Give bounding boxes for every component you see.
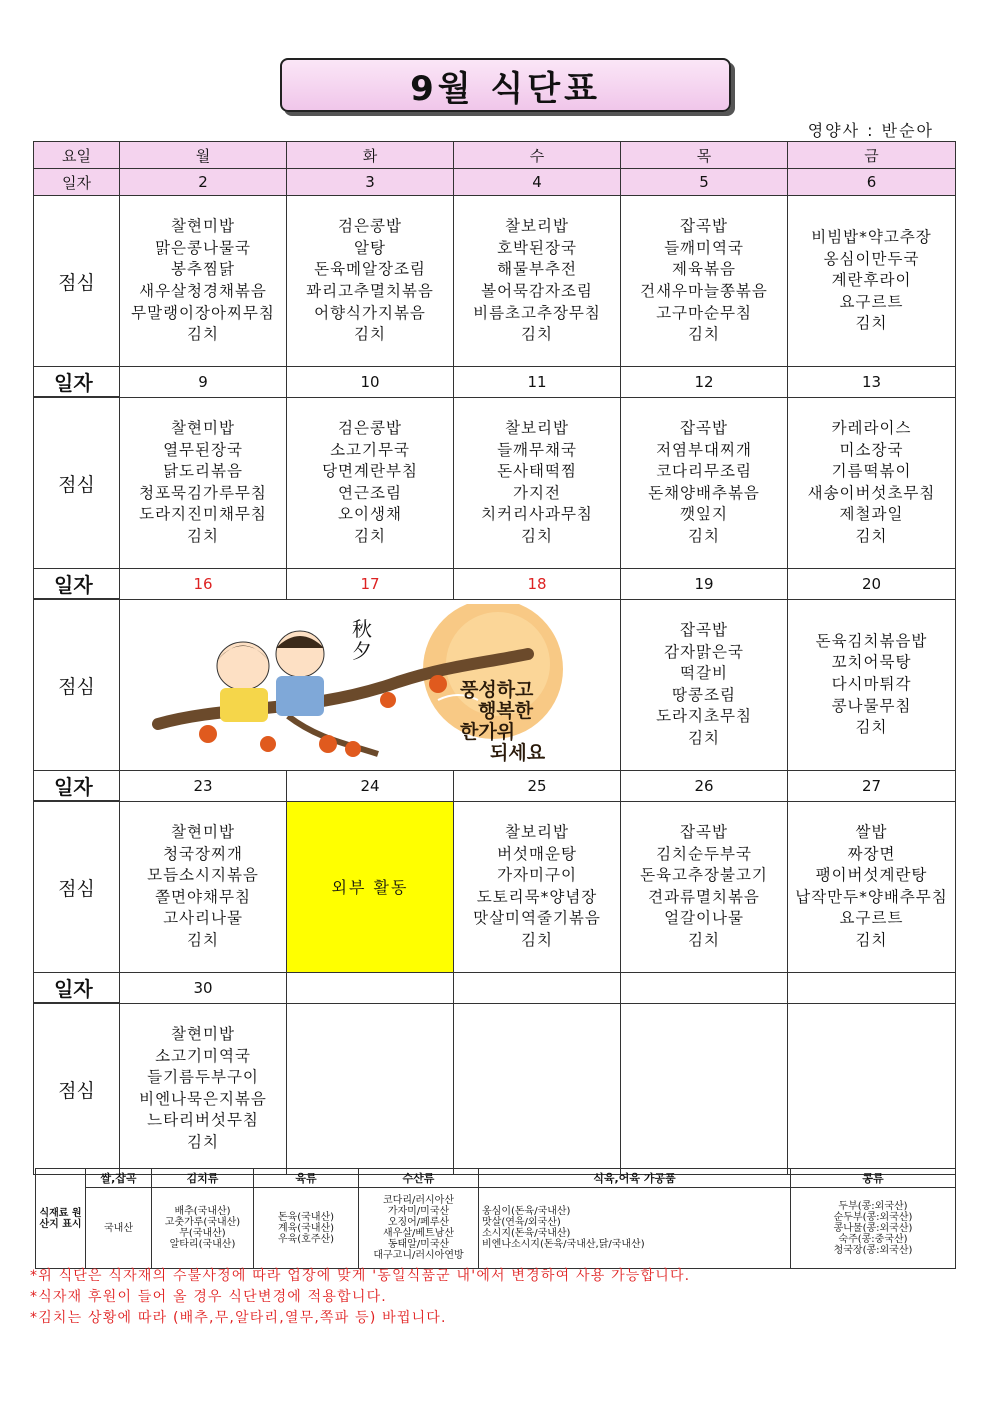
menu-item: 청포묵김가루무침 <box>139 483 267 502</box>
menu-item: 감자맑은국 <box>664 642 744 661</box>
menu-item: 해물부추전 <box>497 260 577 279</box>
origin-item: 대구고니/러시아연방 <box>373 1250 464 1261</box>
persimmon-shape <box>345 741 361 757</box>
menu-item: 볼어묵감자조림 <box>481 282 593 300</box>
menu-item: 김치순두부국 <box>656 844 752 863</box>
origin-cell <box>359 1188 479 1269</box>
menu-cell <box>454 1003 621 1175</box>
persimmon-shape <box>380 692 396 708</box>
menu-item: 김치 <box>855 718 888 737</box>
menu-item: 얼갈이나물 <box>664 909 744 928</box>
menu-item: 도라지초무침 <box>656 707 752 726</box>
menu-item: 도라지진미채무침 <box>139 505 267 524</box>
date-cell <box>621 973 788 1004</box>
persimmon-shape <box>319 735 337 753</box>
date-cell: 2 <box>120 169 287 196</box>
menu-item: 다시마튀각 <box>831 674 912 693</box>
menu-item: 김치 <box>187 325 219 344</box>
date-label: 일자 <box>34 973 120 1004</box>
menu-item: 김치 <box>855 314 888 333</box>
menu-item: 팽이버섯계란탕 <box>815 866 928 885</box>
origin-item: 고춧가루(국내산) <box>164 1217 241 1228</box>
menu-cell <box>788 599 956 771</box>
menu-item: 모듬소시지볶음 <box>147 866 259 885</box>
menu-item: 검은콩밥 <box>338 418 402 437</box>
menu-item: 잡곡밥 <box>680 217 728 236</box>
menu-item: 당면계란부침 <box>322 462 418 481</box>
menu-item: 요구르트 <box>839 292 904 311</box>
date-cell: 25 <box>454 771 621 802</box>
menu-item: 김치 <box>855 930 888 949</box>
page-title: 9월 식단표 <box>280 58 731 112</box>
origin-header: 식육,어육 가공품 <box>479 1169 791 1188</box>
menu-item: 코다리무조림 <box>656 462 752 481</box>
note-line: *김치는 상황에 따라 (배추,무,알타리,열무,쪽파 등) 바뀝니다. <box>30 1310 447 1326</box>
girl-face <box>217 642 269 690</box>
greeting-line: 풍성하고 <box>460 678 534 701</box>
date-cell: 6 <box>788 169 956 196</box>
menu-item: 떡갈비 <box>680 664 728 683</box>
menu-item: 찰보리밥 <box>505 418 569 437</box>
menu-cell <box>788 397 956 569</box>
menu-item: 김치 <box>521 526 553 545</box>
menu-item: 들깨무채국 <box>497 440 577 459</box>
menu-cell <box>120 801 287 973</box>
menu-item: 청국장찌개 <box>163 844 243 863</box>
menu-item: 콩나물무침 <box>831 696 912 715</box>
origin-item: 우육(호주산) <box>277 1233 335 1245</box>
menu-item: 연근조림 <box>338 483 402 502</box>
date-cell: 16 <box>120 569 287 600</box>
menu-cell <box>287 1003 454 1175</box>
menu-item: 견과류멸치볶음 <box>648 887 760 906</box>
menu-item: 들깨미역국 <box>664 238 744 257</box>
menu-item: 옹심이만두국 <box>823 249 920 268</box>
date-label: 일자 <box>34 169 120 196</box>
menu-item: 김치 <box>187 1132 219 1151</box>
origin-side-label: 식재료 원산지 표시 <box>36 1169 86 1269</box>
menu-item: 김치 <box>688 930 720 949</box>
date-cell: 9 <box>120 367 287 398</box>
menu-item: 돈육고추장불고기 <box>640 866 768 885</box>
lunch-label: 점심 <box>34 599 120 771</box>
menu-cell <box>621 1003 788 1175</box>
origin-item: 가자미/미국산 <box>387 1206 450 1217</box>
menu-cell <box>621 196 788 367</box>
date-cell <box>788 973 956 1004</box>
menu-cell <box>454 397 621 569</box>
weekday-header: 화 <box>287 142 454 169</box>
date-cell: 11 <box>454 367 621 398</box>
menu-item: 꽈리고추멸치볶음 <box>306 282 434 300</box>
origin-header: 육류 <box>254 1169 359 1188</box>
menu-cell <box>788 801 956 973</box>
menu-item: 맛살미역줄기볶음 <box>473 909 601 928</box>
menu-item: 찰현미밥 <box>171 1024 235 1043</box>
menu-item: 찰현미밥 <box>171 217 235 236</box>
date-cell <box>454 973 621 1004</box>
menu-cell <box>120 196 287 367</box>
menu-cell <box>287 397 454 569</box>
menu-item: 가지전 <box>513 483 561 502</box>
menu-item: 열무된장국 <box>163 440 243 459</box>
menu-item: 돈사태떡찜 <box>497 462 577 481</box>
note-line: *식자재 후원이 들어 올 경우 식단변경에 적용합니다. <box>30 1289 387 1305</box>
menu-item: 납작만두*양배추무침 <box>795 887 948 906</box>
origin-header: 콩류 <box>791 1169 956 1188</box>
greeting-line: 행복한 <box>478 699 534 722</box>
menu-cell <box>621 801 788 973</box>
origin-item: 두부(콩:외국산) <box>838 1200 908 1212</box>
origin-cell <box>86 1188 152 1269</box>
girl-hanbok <box>220 688 268 722</box>
menu-item: 봉추찜닭 <box>171 260 235 279</box>
menu-item: 돈육김치볶음밥 <box>815 631 928 650</box>
date-cell: 12 <box>621 367 788 398</box>
menu-item: 깻잎지 <box>680 505 728 524</box>
menu-cell <box>454 801 621 973</box>
date-cell: 3 <box>287 169 454 196</box>
date-cell: 24 <box>287 771 454 802</box>
origin-item: 청국장(콩:외국산) <box>833 1244 913 1256</box>
origin-item: 배추(국내산) <box>174 1206 231 1217</box>
origin-item: 코다리/러시아산 <box>383 1195 454 1206</box>
date-cell: 26 <box>621 771 788 802</box>
menu-item: 닭도리볶음 <box>163 462 243 481</box>
origin-item: 비엔나소시지(돈육/국내산,닭/국내산) <box>482 1239 645 1250</box>
menu-item: 제육볶음 <box>672 260 736 279</box>
date-cell: 23 <box>120 771 287 802</box>
date-cell: 4 <box>454 169 621 196</box>
menu-item: 잡곡밥 <box>680 418 728 437</box>
date-cell <box>287 973 454 1004</box>
menu-item: 잡곡밥 <box>680 620 728 639</box>
persimmon-shape <box>429 675 447 693</box>
lunch-label: 점심 <box>34 397 120 569</box>
boy-hanbok <box>276 676 324 716</box>
menu-item: 꼬치어묵탕 <box>831 653 912 672</box>
menu-item: 김치 <box>688 526 720 545</box>
menu-item: 치커리사과무침 <box>481 505 593 524</box>
origin-cell <box>152 1188 254 1269</box>
menu-item: 김치 <box>187 526 219 545</box>
nutritionist: 영양사 : 반순아 <box>807 121 934 140</box>
origin-item: 알타리(국내산) <box>169 1239 236 1250</box>
menu-cell <box>788 196 956 367</box>
menu-item: 도토리묵*양념장 <box>476 887 598 906</box>
menu-item: 호박된장국 <box>497 238 577 257</box>
origin-item: 새우살/베트남산 <box>383 1228 454 1239</box>
menu-item: 고사리나물 <box>163 909 243 928</box>
origin-cell <box>479 1188 791 1269</box>
note-line: *위 식단은 식자재의 수불사정에 따라 업장에 맞게 '동일식품군 내'에서 변경하여 사용 가능합니다. <box>30 1268 691 1284</box>
menu-item: 소고기미역국 <box>155 1046 251 1065</box>
origin-item: 맛살(연육/외국산) <box>482 1217 561 1228</box>
origin-item: 숙주(콩:중국산) <box>838 1233 908 1245</box>
date-cell: 20 <box>788 569 956 600</box>
origin-item: 소시지(돈육/국내산) <box>482 1228 571 1239</box>
menu-item: 김치 <box>354 526 386 545</box>
weekday-header: 금 <box>788 142 956 169</box>
outing-label: 외부 활동 <box>331 878 409 898</box>
origin-item: 순두부(콩:외국산) <box>833 1211 913 1223</box>
menu-item: 비빔밥*약고추장 <box>811 228 932 247</box>
menu-item: 김치 <box>688 325 720 344</box>
menu-cell <box>287 801 454 973</box>
origin-item: 동태알/미국산 <box>387 1239 450 1250</box>
menu-item: 찰현미밥 <box>171 822 235 841</box>
origin-item: 국내산 <box>104 1222 133 1234</box>
menu-item: 들기름두부구이 <box>147 1068 259 1087</box>
menu-item: 카레라이스 <box>831 418 912 437</box>
date-cell: 13 <box>788 367 956 398</box>
menu-item: 김치 <box>521 930 553 949</box>
menu-cell <box>621 397 788 569</box>
greeting-text <box>460 680 545 764</box>
greeting-line: 되세요 <box>490 741 546 764</box>
menu-item: 땅콩조림 <box>672 685 736 704</box>
weekday-header: 수 <box>454 142 621 169</box>
menu-item: 찰보리밥 <box>505 217 569 236</box>
hanja-text: 秋夕 <box>352 616 372 663</box>
menu-item: 찰보리밥 <box>505 822 569 841</box>
menu-item: 김치 <box>187 930 219 949</box>
menu-item: 새우살청경채볶음 <box>139 282 267 300</box>
origin-item: 옹심이(돈육/국내산) <box>482 1206 571 1217</box>
menu-item: 느타리버섯무침 <box>147 1111 259 1130</box>
date-label: 일자 <box>34 569 120 600</box>
origin-item: 콩나물(콩:외국산) <box>833 1222 913 1234</box>
greeting-line: 한가위 <box>460 720 516 743</box>
menu-cell <box>454 196 621 367</box>
menu-item: 잡곡밥 <box>680 822 728 841</box>
menu-item: 찰현미밥 <box>171 418 235 437</box>
origin-cell <box>254 1188 359 1269</box>
date-cell: 30 <box>120 973 287 1004</box>
weekday-header: 월 <box>120 142 287 169</box>
origin-header: 수산류 <box>359 1169 479 1188</box>
menu-item: 버섯매운탕 <box>497 844 577 863</box>
date-cell: 5 <box>621 169 788 196</box>
menu-item: 저염부대찌개 <box>656 440 752 459</box>
menu-item: 비엔나묵은지볶음 <box>139 1089 267 1108</box>
origin-table <box>35 1168 956 1269</box>
menu-item: 맑은콩나물국 <box>155 238 251 257</box>
meal-table <box>33 141 956 1175</box>
persimmon-shape <box>260 736 276 752</box>
date-cell: 19 <box>621 569 788 600</box>
origin-cell <box>791 1188 956 1269</box>
day-label: 요일 <box>34 142 120 169</box>
menu-item: 가자미구이 <box>497 866 577 885</box>
menu-cell <box>621 599 788 771</box>
menu-item: 새송이버섯초무침 <box>807 483 936 502</box>
menu-item: 무말랭이장아찌무침 <box>131 303 275 322</box>
menu-item: 쫄면야채무침 <box>155 887 251 906</box>
menu-item: 김치 <box>688 728 720 747</box>
origin-item: 돈육(국내산) <box>277 1211 335 1223</box>
date-label: 일자 <box>34 367 120 398</box>
menu-item: 짜장면 <box>847 844 896 863</box>
menu-item: 김치 <box>521 325 553 344</box>
persimmon-shape <box>199 725 217 743</box>
menu-cell <box>120 397 287 569</box>
menu-item: 비름초고추장무침 <box>473 303 601 322</box>
menu-item: 건새우마늘쫑볶음 <box>640 282 768 300</box>
menu-item: 돈육메알장조림 <box>314 260 426 279</box>
date-cell: 18 <box>454 569 621 600</box>
lunch-label: 점심 <box>34 801 120 973</box>
weekday-header: 목 <box>621 142 788 169</box>
lunch-label: 점심 <box>34 1003 120 1175</box>
menu-item: 미소장국 <box>839 440 904 459</box>
menu-item: 김치 <box>855 526 888 545</box>
menu-item: 오이생채 <box>338 505 402 524</box>
origin-item: 계육(국내산) <box>277 1222 335 1234</box>
menu-item: 쌀밥 <box>855 822 888 841</box>
menu-item: 소고기무국 <box>330 440 410 459</box>
notes <box>30 1266 690 1329</box>
date-cell: 17 <box>287 569 454 600</box>
menu-item: 계란후라이 <box>831 271 912 290</box>
origin-item: 오징어/페루산 <box>387 1217 450 1228</box>
origin-header: 김치류 <box>152 1169 254 1188</box>
menu-item: 돈채양배추볶음 <box>648 483 760 502</box>
menu-item: 알탕 <box>354 238 386 257</box>
origin-header: 쌀,잡곡 <box>86 1169 152 1188</box>
menu-item: 검은콩밥 <box>338 217 402 236</box>
menu-item: 고구마순무침 <box>656 303 752 322</box>
date-cell: 10 <box>287 367 454 398</box>
menu-item: 김치 <box>354 325 386 344</box>
menu-cell <box>120 1003 287 1175</box>
origin-item: 무(국내산) <box>179 1228 226 1239</box>
date-cell: 27 <box>788 771 956 802</box>
menu-cell <box>788 1003 956 1175</box>
menu-item: 요구르트 <box>839 909 904 928</box>
menu-cell <box>287 196 454 367</box>
date-label: 일자 <box>34 771 120 802</box>
menu-item: 어향식가지볶음 <box>314 303 426 322</box>
menu-item: 제철과일 <box>839 505 904 524</box>
chuseok-illustration <box>120 599 621 771</box>
lunch-label: 점심 <box>34 196 120 367</box>
menu-item: 기름떡볶이 <box>831 462 912 481</box>
